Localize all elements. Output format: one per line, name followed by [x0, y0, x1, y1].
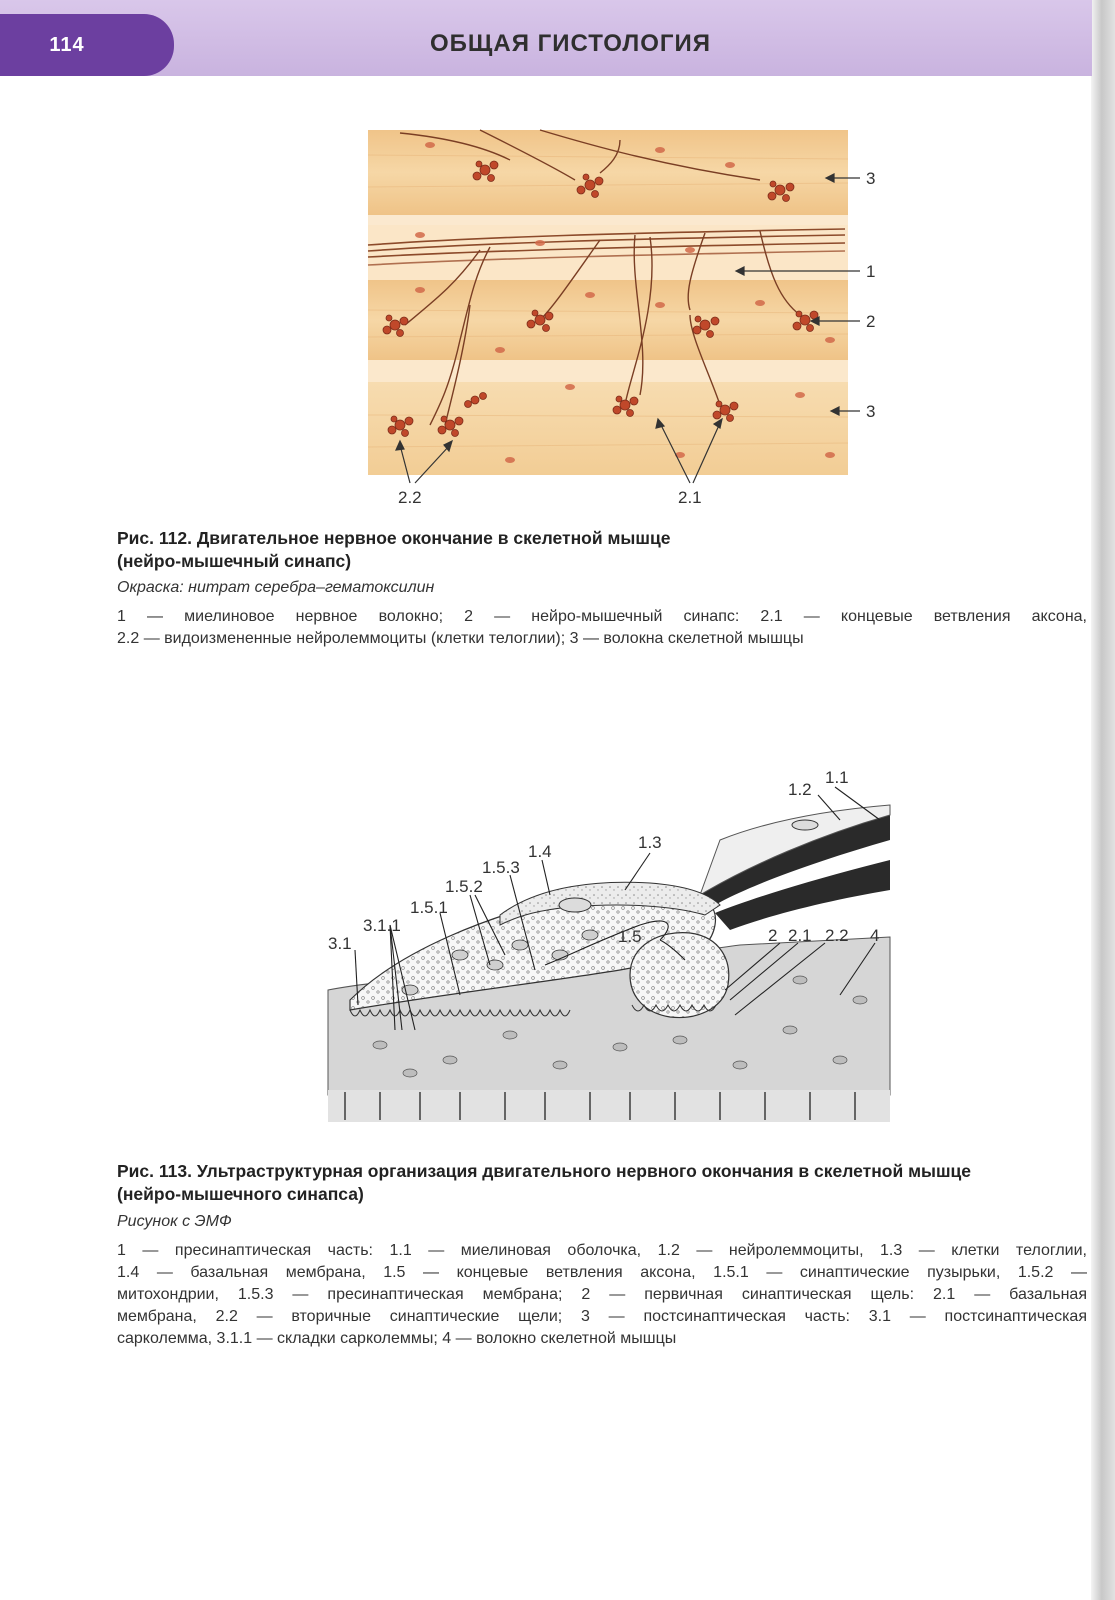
figure-113-legend: 1 — пресинаптическая часть: 1.1 — миелиновая оболочка, 1.2 — нейролеммоциты, 1.3 — клетки телоглии, 1.4 — базальная мембрана, 1.5 — концевые ветвления аксона, 1.5.1 — синаптические пузырьки, 1.5.2 — митохондрии, 1.5.3 — пресинаптическая мембрана; 2 — первичная синаптическая щель: 2.1 — базальная мембрана, 2.2 — вторичные синаптические щели; 3 — постсинаптическая часть: 3.1 — постсинаптическая сарколемма, 3.1.1 — складки сарколеммы; 4 — волокно скелетной мышцы — [117, 1242, 1087, 1347]
label-1-3: 1.3 — [638, 833, 662, 852]
axon-terminal-bulb — [630, 933, 729, 1018]
label-3-1: 3.1 — [328, 934, 352, 953]
figure-112-stain: Окраска: нитрат серебра–гематоксилин — [117, 579, 435, 596]
label-1-5-3: 1.5.3 — [482, 858, 520, 877]
muscle-fiber-band — [368, 280, 848, 360]
page-number: 114 — [0, 14, 174, 76]
label-3-lower: 3 — [866, 402, 876, 421]
label-1-4: 1.4 — [528, 842, 552, 861]
label-3-upper: 3 — [866, 169, 876, 188]
page-header — [0, 0, 1092, 76]
running-title: ОБЩАЯ ГИСТОЛОГИЯ — [430, 30, 711, 57]
figure-112-illustration — [360, 125, 900, 515]
label-2-2: 2.2 — [825, 926, 849, 945]
label-2-1: 2.1 — [788, 926, 812, 945]
muscle-fiber-band — [368, 130, 848, 215]
label-1-5-2: 1.5.2 — [445, 877, 483, 896]
label-1-1: 1.1 — [825, 768, 849, 787]
myofibrils — [328, 1090, 890, 1122]
label-2: 2 — [866, 312, 876, 331]
figure-113-source: Рисунок с ЭМФ — [117, 1213, 232, 1230]
label-4: 4 — [870, 926, 880, 945]
page-edge-shadow — [1091, 0, 1115, 1600]
figure-112-legend: 1 — миелиновое нервное волокно; 2 — нейро-мышечный синапс: 2.1 — концевые ветвления аксона, 2.2 — видоизмененные нейролеммоциты (клетки телоглии); 3 — волокна скелетной мышцы — [117, 608, 1087, 647]
figure-112-caption-title: Рис. 112. Двигательное нервное окончание в скелетной мышце (нейро-мышечный синапс) — [117, 528, 671, 571]
label-1-5: 1.5 — [618, 927, 642, 946]
figure-113-illustration — [320, 765, 910, 1130]
figure-113-caption-title: Рис. 113. Ультраструктурная организация двигательного нервного окончания в скелетной мышце (нейро-мышечного синапса) — [117, 1161, 972, 1204]
label-1-5-1: 1.5.1 — [410, 898, 448, 917]
label-2-1: 2.1 — [678, 488, 702, 507]
label-2: 2 — [768, 926, 778, 945]
label-1: 1 — [866, 262, 876, 281]
label-2-2: 2.2 — [398, 488, 422, 507]
label-3-1-1: 3.1.1 — [363, 916, 401, 935]
label-1-2: 1.2 — [788, 780, 812, 799]
